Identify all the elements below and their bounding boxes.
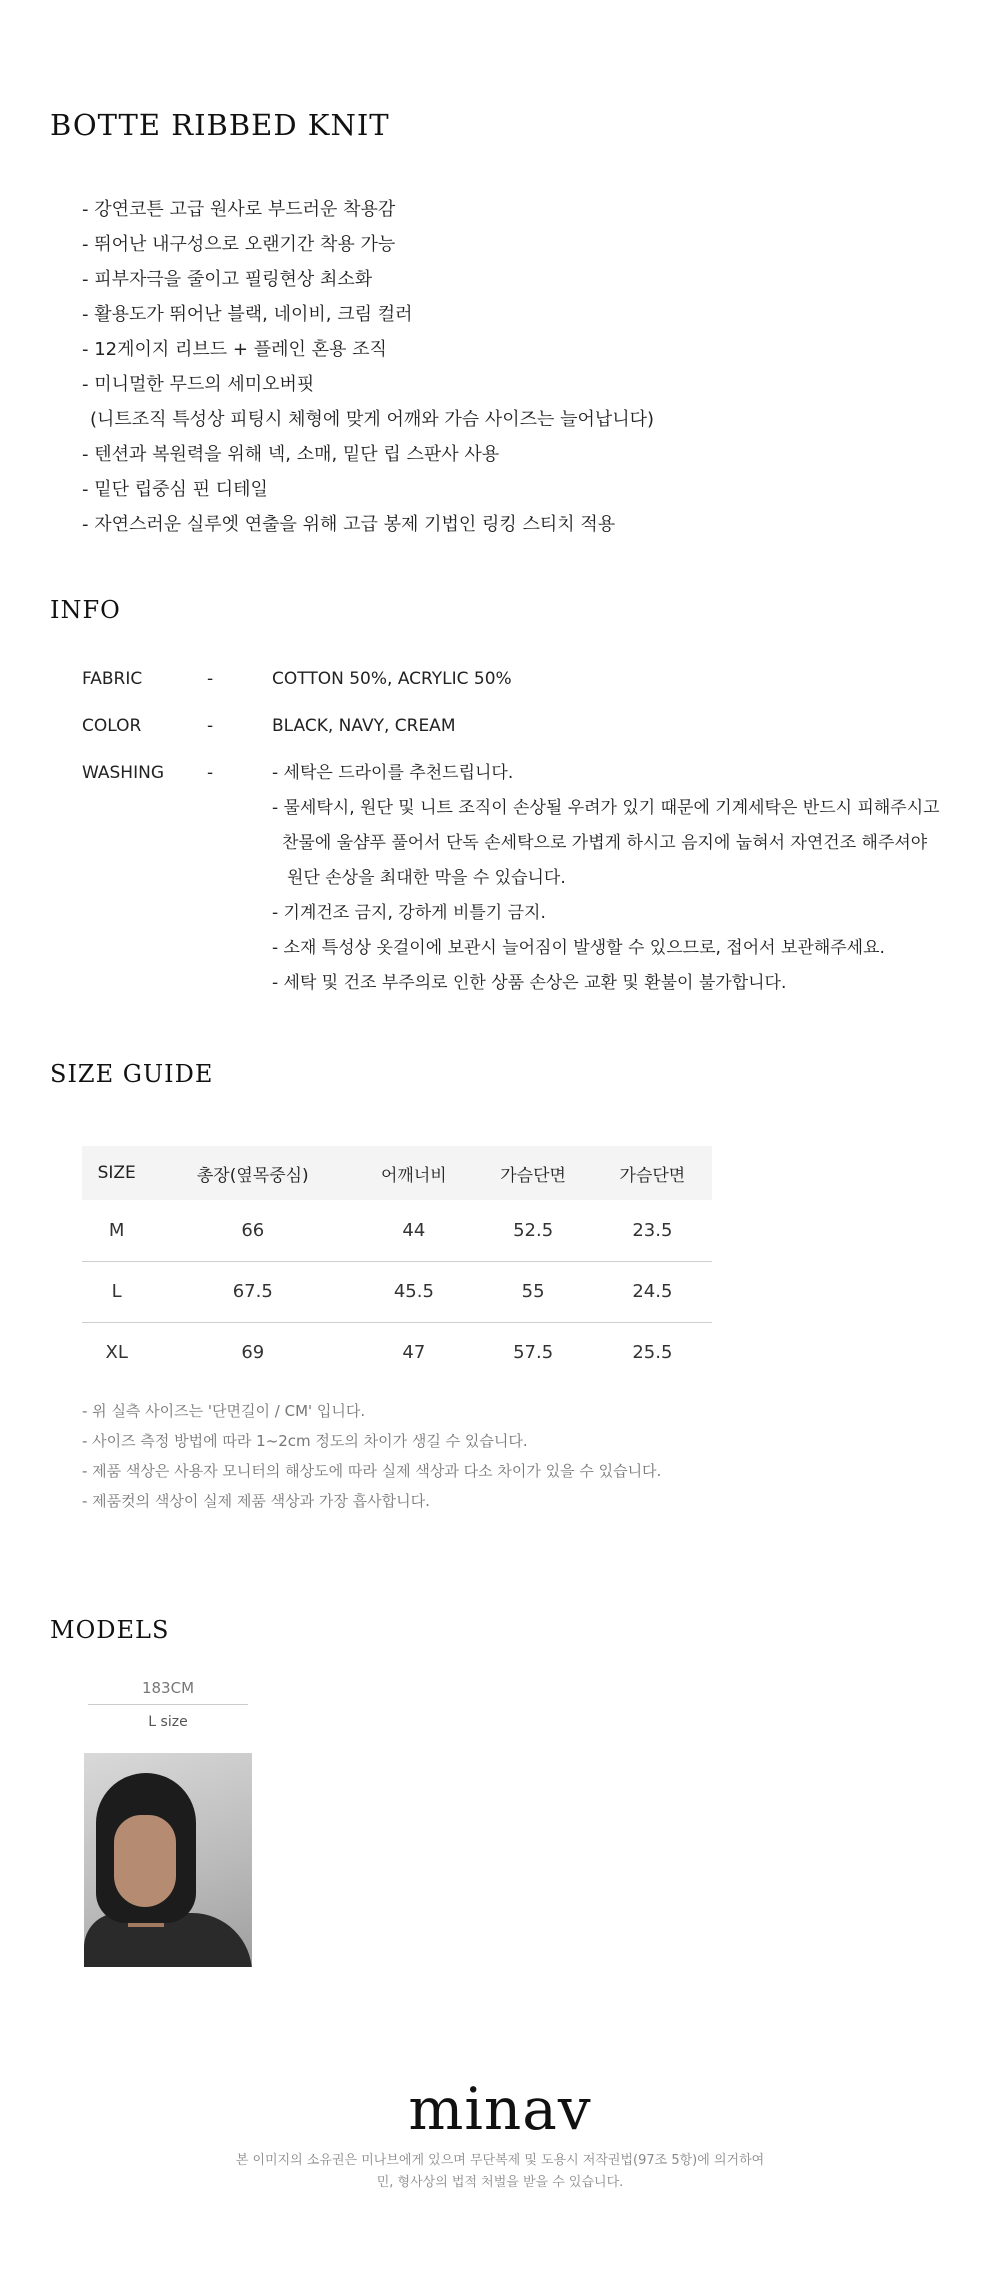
copyright-line: 민, 형사상의 법적 처벌을 받을 수 있습니다.	[376, 2175, 624, 2190]
washing-label: WASHING	[82, 763, 164, 783]
size-notes	[82, 1396, 661, 1516]
washing-instruction: - 세탁은 드라이를 추천드립니다.	[272, 763, 514, 783]
color-label: COLOR	[82, 716, 142, 736]
table-cell: 66	[151, 1200, 354, 1261]
table-cell: 67.5	[151, 1261, 354, 1322]
table-cell: 47	[402, 1342, 426, 1364]
size-table-header	[82, 1146, 712, 1200]
model-height: 183CM	[141, 1679, 195, 1697]
info-table	[82, 662, 982, 1001]
table-cell: 25.5	[632, 1342, 673, 1364]
table-cell: XL	[105, 1342, 128, 1364]
info-dash: -	[207, 716, 214, 736]
info-dash: -	[207, 669, 214, 689]
feature-list	[82, 192, 962, 542]
table-cell: 57.5	[513, 1342, 554, 1364]
table-row	[82, 1322, 712, 1383]
copyright-line: 본 이미지의 소유권은 미나브에게 있으며 무단복제 및 도용시 저작권법(97조 5항)에 의거하여	[235, 2153, 765, 2168]
table-cell: 55	[473, 1261, 592, 1322]
table-cell: 45.5	[354, 1261, 473, 1322]
size-guide-title: SIZE GUIDE	[50, 1060, 214, 1088]
table-row	[82, 1261, 712, 1322]
model-card	[88, 1676, 248, 1967]
copyright-notice	[0, 2150, 1000, 2194]
washing-instruction: - 물세탁시, 원단 및 니트 조직이 손상될 우려가 있기 때문에 기계세탁은 반드시 피해주시고	[272, 798, 940, 818]
washing-instruction: 원단 손상을 최대한 막을 수 있습니다.	[287, 868, 566, 888]
info-row-fabric	[82, 662, 982, 709]
feature-item: - 강연코튼 고급 원사로 부드러운 착용감	[82, 199, 396, 220]
header-cell: 총장(옆목중심)	[151, 1146, 354, 1200]
color-value: BLACK, NAVY, CREAM	[272, 716, 456, 736]
info-row-color	[82, 709, 982, 756]
info-dash: -	[207, 763, 214, 783]
header-cell: 가슴단면	[593, 1146, 712, 1200]
info-row-washing	[82, 756, 982, 1001]
info-title: INFO	[50, 596, 121, 624]
size-note: - 제품컷의 색상이 실제 제품 색상과 가장 흡사합니다.	[82, 1492, 430, 1510]
feature-item: - 12게이지 리브드 + 플레인 혼용 조직	[82, 339, 387, 360]
brand-logo: minav	[408, 2075, 592, 2143]
photo-face-shape	[114, 1815, 176, 1907]
feature-item: - 뛰어난 내구성으로 오랜기간 착용 가능	[82, 234, 396, 255]
size-note: - 제품 색상은 사용자 모니터의 해상도에 따라 실제 색상과 다소 차이가 있을 수 있습니다.	[82, 1462, 662, 1480]
table-cell: 23.5	[593, 1200, 712, 1261]
table-cell: L	[82, 1261, 151, 1322]
header-cell: 어깨너비	[354, 1146, 473, 1200]
size-note: - 사이즈 측정 방법에 따라 1~2cm 정도의 차이가 생길 수 있습니다.	[82, 1432, 528, 1450]
header-cell: SIZE	[82, 1146, 151, 1200]
table-row	[82, 1200, 712, 1261]
feature-item: - 피부자극을 줄이고 필링현상 최소화	[82, 269, 373, 290]
size-table	[82, 1146, 712, 1383]
washing-instruction: - 세탁 및 건조 부주의로 인한 상품 손상은 교환 및 환불이 불가합니다.	[272, 973, 787, 993]
feature-item: - 텐션과 복원력을 위해 넥, 소매, 밑단 립 스판사 사용	[82, 444, 500, 465]
size-note: - 위 실측 사이즈는 '단면길이 / CM' 입니다.	[82, 1402, 366, 1420]
feature-item: - 미니멀한 무드의 세미오버핏	[82, 374, 315, 395]
fabric-label: FABRIC	[82, 669, 143, 689]
model-photo	[84, 1753, 252, 1967]
feature-item: - 활용도가 뛰어난 블랙, 네이비, 크림 컬러	[82, 304, 413, 325]
feature-item: - 자연스러운 실루엣 연출을 위해 고급 봉제 기법인 링킹 스티치 적용	[82, 514, 616, 535]
model-divider	[88, 1704, 248, 1705]
table-cell: 52.5	[473, 1200, 592, 1261]
fabric-value: COTTON 50%, ACRYLIC 50%	[272, 669, 512, 689]
table-cell: M	[82, 1200, 151, 1261]
model-size: L size	[148, 1714, 188, 1730]
feature-item: - 밑단 립중심 핀 디테일	[82, 479, 268, 500]
table-cell: 44	[354, 1200, 473, 1261]
header-cell: 가슴단면	[473, 1146, 592, 1200]
product-title: BOTTE RIBBED KNIT	[50, 108, 390, 142]
models-title: MODELS	[50, 1616, 170, 1644]
table-cell: 69	[241, 1342, 265, 1364]
washing-instruction: - 소재 특성상 옷걸이에 보관시 늘어짐이 발생할 수 있으므로, 접어서 보관해주세요.	[272, 938, 885, 958]
table-cell: 24.5	[593, 1261, 712, 1322]
feature-item-note: (니트조직 특성상 피팅시 체형에 맞게 어깨와 가슴 사이즈는 늘어납니다)	[90, 409, 655, 430]
washing-instruction: - 기계건조 금지, 강하게 비틀기 금지.	[272, 903, 546, 923]
washing-instruction: 찬물에 울샴푸 풀어서 단독 손세탁으로 가볍게 하시고 음지에 눕혀서 자연건조 해주셔야	[282, 833, 928, 853]
